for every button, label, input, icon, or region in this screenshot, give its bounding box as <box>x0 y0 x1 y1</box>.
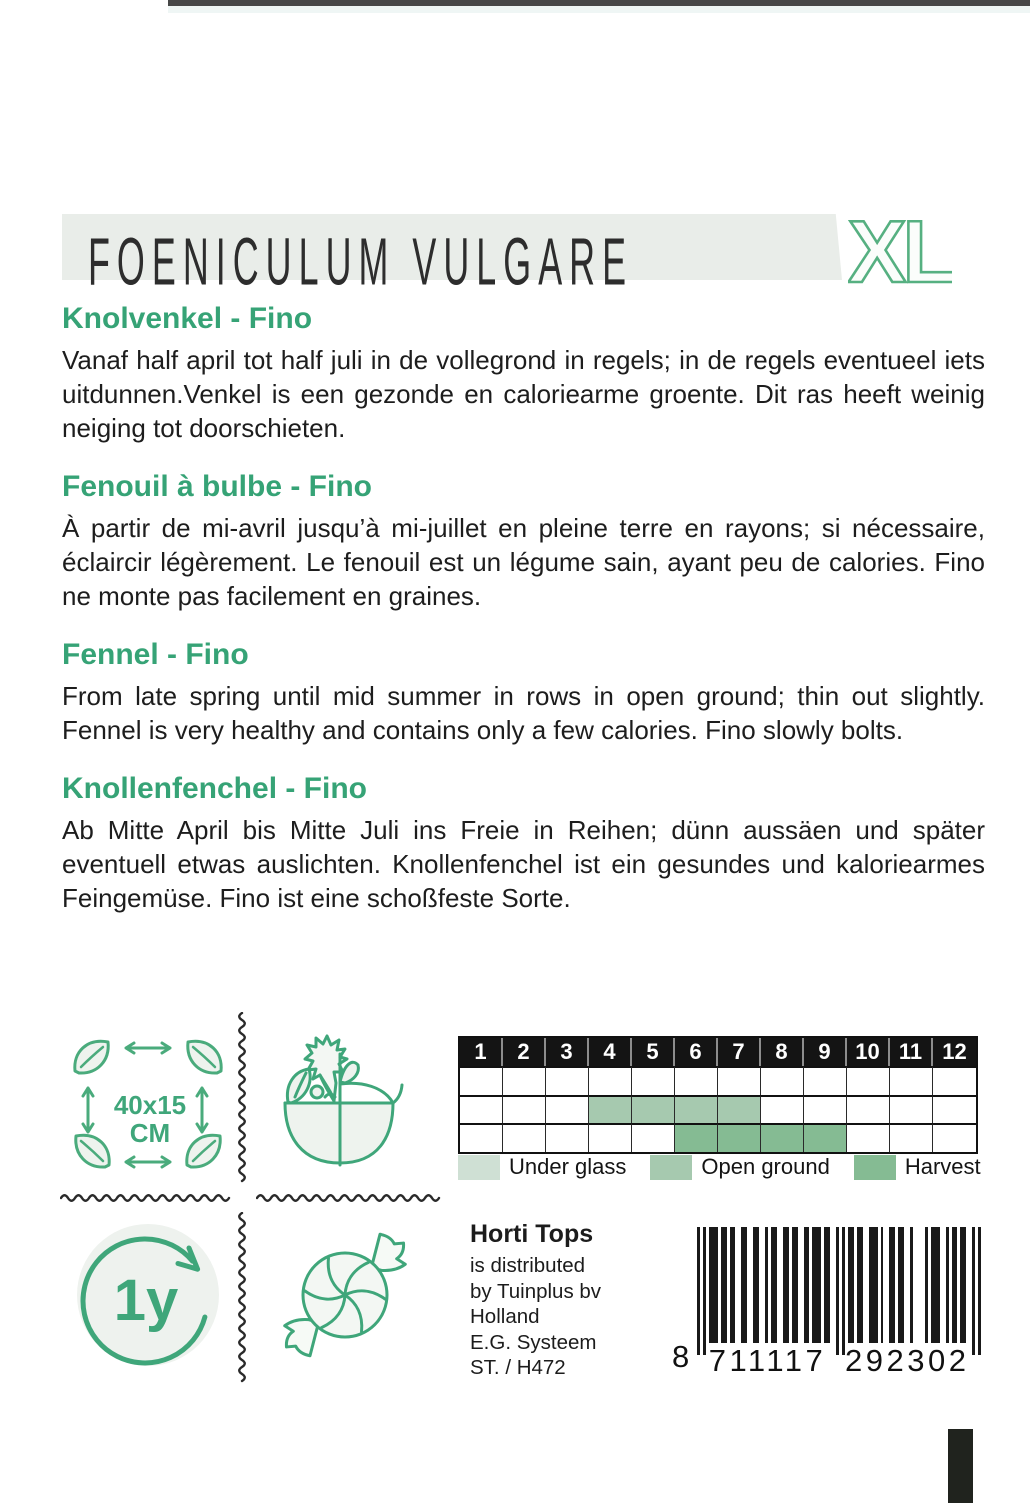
calendar-cell <box>718 1123 761 1152</box>
calendar-cell <box>632 1123 675 1152</box>
divider-wavy-vertical-2 <box>236 1212 250 1392</box>
leaf-icon <box>187 1135 220 1167</box>
month-header-cell: 2 <box>503 1038 546 1066</box>
distributor-line: is distributed <box>470 1254 586 1277</box>
spacing-unit: CM <box>129 1118 171 1148</box>
svg-text:XL: XL <box>848 202 952 301</box>
distributor-line: Holland <box>470 1305 540 1328</box>
calendar-cell <box>847 1066 890 1095</box>
shelf-life-value: 1y <box>113 1268 179 1333</box>
section-heading-fr: Fenouil à bulbe - Fino <box>62 470 372 503</box>
candy-icon <box>283 1228 423 1362</box>
leaf-icon <box>75 1041 108 1073</box>
calendar-cell <box>847 1123 890 1152</box>
calendar-cell <box>632 1066 675 1095</box>
shelf-life-icon <box>66 1222 224 1380</box>
width-arrow-icon <box>126 1157 170 1167</box>
calendar-cell <box>589 1066 632 1095</box>
month-header-cell: 6 <box>675 1038 718 1066</box>
calendar-cell <box>804 1066 847 1095</box>
barcode-left-digits: 711117 <box>706 1343 829 1377</box>
openground-label: Open ground <box>701 1154 830 1179</box>
calendar-cell <box>675 1095 718 1124</box>
calendar-cell <box>933 1123 976 1152</box>
month-header-cell: 10 <box>847 1038 890 1066</box>
distributor-name: Horti Tops <box>470 1220 594 1248</box>
calendar-cell <box>933 1066 976 1095</box>
month-header-cell: 1 <box>460 1038 503 1066</box>
salad-bowl-icon <box>270 1025 420 1175</box>
calendar-cell <box>675 1066 718 1095</box>
calendar-cell <box>503 1095 546 1124</box>
month-header-cell: 5 <box>632 1038 675 1066</box>
width-arrow-icon <box>126 1043 170 1053</box>
calendar-cell <box>890 1095 933 1124</box>
calendar-cell <box>546 1095 589 1124</box>
calendar-cell <box>589 1123 632 1152</box>
month-header-cell: 12 <box>933 1038 976 1066</box>
calendar-cell <box>804 1123 847 1152</box>
planting-calendar <box>458 1036 978 1154</box>
month-header-cell: 7 <box>718 1038 761 1066</box>
calendar-cell <box>718 1095 761 1124</box>
calendar-cell <box>589 1095 632 1124</box>
calendar-cell <box>804 1095 847 1124</box>
openground-swatch <box>650 1155 692 1180</box>
divider-wavy-vertical-1 <box>236 1012 250 1192</box>
barcode <box>672 1227 982 1379</box>
section-heading-en: Fennel - Fino <box>62 638 249 671</box>
calendar-cell <box>460 1095 503 1124</box>
barcode-right-digits: 292302 <box>845 1343 970 1378</box>
xl-badge-icon <box>848 198 952 302</box>
lang-section-en <box>62 638 985 747</box>
leaf-icon <box>76 1135 109 1167</box>
month-header-cell: 3 <box>546 1038 589 1066</box>
distributor-line: E.G. Systeem <box>470 1330 597 1354</box>
distributor-line: by Tuinplus bv <box>470 1279 602 1303</box>
month-header-cell: 9 <box>804 1038 847 1066</box>
calendar-cell <box>761 1095 804 1124</box>
calendar-cell <box>718 1066 761 1095</box>
calendar-cell <box>890 1123 933 1152</box>
height-arrow-icon <box>83 1088 93 1132</box>
section-heading-de: Knollenfenchel - Fino <box>62 772 367 805</box>
spacing-value: 40x15 <box>113 1090 187 1120</box>
lang-section-de <box>62 772 985 915</box>
divider-wavy-horizontal-1 <box>60 1192 238 1204</box>
calendar-cell <box>761 1123 804 1152</box>
distributor-line: ST. / H472 <box>470 1356 566 1379</box>
calendar-cell <box>632 1095 675 1124</box>
print-corner-mark <box>948 1429 973 1503</box>
plant-spacing-icon <box>58 1028 238 1180</box>
calendar-cell <box>460 1066 503 1095</box>
lang-section-nl <box>62 302 985 445</box>
distributor-info <box>470 1220 690 1381</box>
calendar-cell <box>546 1123 589 1152</box>
species-title: FOENICULUM VULGARE <box>88 223 634 299</box>
barcode-lead-digit: 8 <box>672 1339 690 1374</box>
calendar-cell <box>503 1123 546 1152</box>
month-header-cell: 4 <box>589 1038 632 1066</box>
divider-wavy-horizontal-2 <box>256 1192 448 1204</box>
calendar-cell <box>847 1095 890 1124</box>
harvest-label: Harvest <box>904 1154 981 1179</box>
calendar-cell <box>761 1066 804 1095</box>
calendar-cell <box>933 1095 976 1124</box>
calendar-cell <box>890 1066 933 1095</box>
calendar-cell <box>546 1066 589 1095</box>
harvest-swatch <box>854 1155 896 1180</box>
calendar-cell <box>460 1123 503 1152</box>
calendar-cell <box>503 1066 546 1095</box>
barcode-bars <box>697 1227 979 1355</box>
underglass-swatch <box>458 1155 500 1180</box>
section-body-fr: À partir de mi-avril jusqu’à mi-juillet en pleine terre en rayons; si nécessaire, éclaircir légèrement. Le fenouil est un légume sain, ayant peu de calories. Fino ne monte pas facilement en graines. <box>62 513 985 611</box>
underglass-label: Under glass <box>509 1154 627 1179</box>
height-arrow-icon <box>197 1088 207 1132</box>
calendar-legend <box>458 1154 1005 1180</box>
section-heading-nl: Knolvenkel - Fino <box>62 302 313 335</box>
leaf-icon <box>188 1041 221 1073</box>
calendar-cell <box>675 1123 718 1152</box>
section-body-de: Ab Mitte April bis Mitte Juli ins Freie in Reihen; dünn aussäen und später eventuell etwas auslichten. Knollenfenchel ist ein gesundes und kaloriearmes Feingemüse. Fino ist eine schoßfeste Sorte. <box>62 815 985 913</box>
section-body-en: From late spring until mid summer in rows in open ground; thin out slightly. Fennel is very healthy and contains only a few calories. Fino slowly bolts. <box>62 681 985 745</box>
month-header-cell: 11 <box>890 1038 933 1066</box>
top-edge-tint <box>168 6 1030 13</box>
section-body-nl: Vanaf half april tot half juli in de vollegrond in regels; in de regels eventueel iets uitdunnen.Venkel is een gezonde en caloriearme groente. Dit ras heeft weinig neiging tot doorschieten. <box>62 345 985 443</box>
month-header-cell: 8 <box>761 1038 804 1066</box>
lang-section-fr <box>62 470 985 613</box>
